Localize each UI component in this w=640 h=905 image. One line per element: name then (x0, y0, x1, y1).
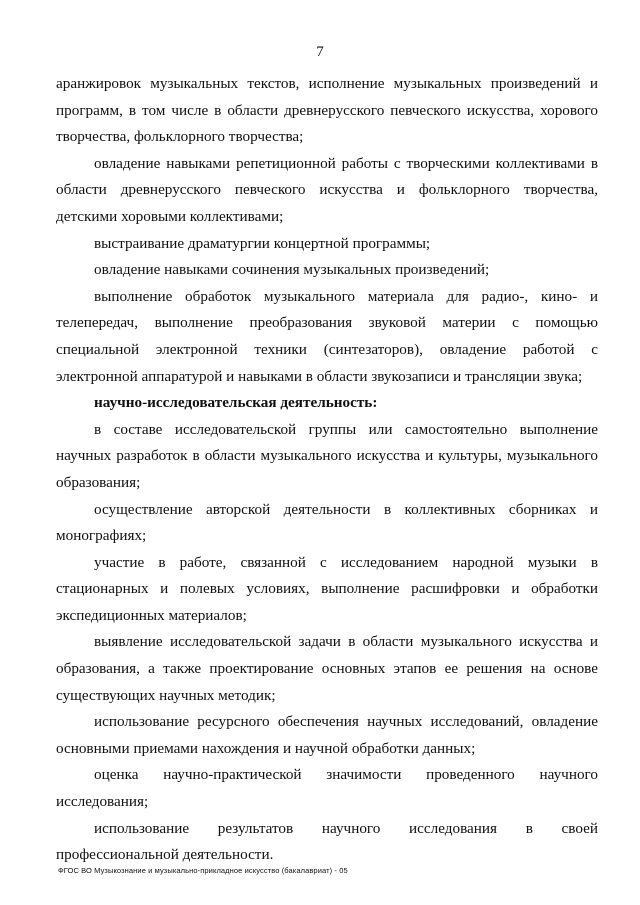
section-heading: научно-исследовательская деятельность: (94, 394, 378, 412)
paragraph-2: овладение навыками репетиционной работы с творческими коллективами в области древнерусского певческого искусства и фольклорного творчества, детскими хоровыми коллективами; (56, 154, 598, 225)
paragraph-3: выстраивание драматургии концертной программы; (94, 234, 431, 252)
paragraph-12: оценка научно-практической значимости проведенного научного исследования; (56, 766, 598, 811)
paragraph-11: использование ресурсного обеспечения научных исследований, овладение основными приемами нахождения и научной обработки данных; (56, 713, 598, 757)
body-text (56, 71, 598, 869)
paragraph-4: овладение навыками сочинения музыкальных произведений; (94, 261, 490, 279)
paragraph-9: участие в работе, связанной с исследованием народной музыки в стационарных и полевых условиях, выполнение расшифровки и обработки экспедиционных материалов; (56, 553, 598, 624)
paragraph-13: использование результатов научного исследования в своей профессиональной деятельности. (56, 819, 598, 864)
paragraph-7: в составе исследовательской группы или самостоятельно выполнение научных разработок в области музыкального искусства и культуры, музыкального образования; (56, 420, 598, 491)
paragraph-5: выполнение обработок музыкального материала для радио-, кино- и телепередач, выполнение преобразования звуковой материи с помощью специальной электронной техники (синтезаторов), овладение работой с электронной аппаратурой и навыками в области звукозаписи и трансляции звука; (56, 287, 598, 385)
paragraph-10: выявление исследовательской задачи в области музыкального искусства и образования, а также проектирование основных этапов ее решения на основе существующих научных методик; (56, 633, 598, 704)
page-footer: ФГОС ВО Музыкознание и музыкально-прикладное искусство (бакалавриат) - 05 (58, 866, 348, 875)
paragraph-8: осуществление авторской деятельности в коллективных сборниках и монографиях; (56, 500, 598, 545)
paragraph-1: аранжировок музыкальных текстов, исполнение музыкальных произведений и программ, в том числе в области древнерусского певческого искусства, хорового творчества, фольклорного творчества; (56, 75, 598, 146)
page-number: 7 (316, 44, 324, 60)
